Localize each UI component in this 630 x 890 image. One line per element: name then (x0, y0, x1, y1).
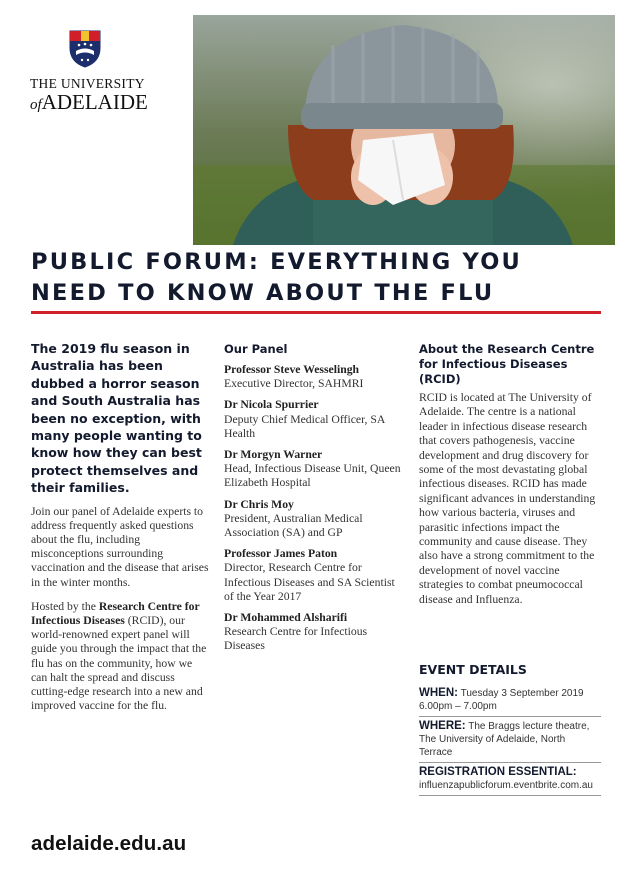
hero-photo (193, 15, 615, 245)
event-where (419, 717, 601, 763)
panelist-name: Dr Morgyn Warner (224, 448, 323, 462)
panelist (224, 498, 404, 541)
panelist-role: Deputy Chief Medical Officer, SA Health (224, 412, 385, 440)
panelist (224, 448, 404, 491)
about-column (419, 342, 604, 607)
university-name-line2 (30, 90, 148, 115)
panelist-role: Head, Infectious Disease Unit, Queen Elizabeth Hospital (224, 462, 401, 490)
intro-lead: The 2019 flu season in Australia has been dubbed a horror season and South Australia has been no exception, with many people wanting to know how they can best protect themselves and their families. (31, 341, 202, 496)
event-registration-link[interactable]: influenzapublicforum.eventbrite.com.au (419, 780, 593, 791)
event-where-venue: The Braggs lecture theatre, (468, 721, 590, 732)
university-crest-icon (68, 30, 102, 68)
panelist (224, 547, 404, 604)
panelist-role: Director, Research Centre for Infectious Diseases and SA Scientist of the Year 2017 (224, 561, 395, 603)
panelist-name: Dr Chris Moy (224, 497, 294, 511)
event-details-heading: EVENT DETAILS (419, 662, 527, 677)
panelist-name: Dr Mohammed Alsharifi (224, 611, 348, 625)
university-name-of: of (30, 97, 42, 113)
intro-paragraph-2 (31, 600, 211, 714)
event-registration-label: REGISTRATION ESSENTIAL: (419, 766, 577, 778)
footer-website-link[interactable]: adelaide.edu.au (31, 832, 187, 855)
university-name-adelaide: ADELAIDE (41, 90, 148, 114)
panelist-role: Executive Director, SAHMRI (224, 377, 364, 391)
panelist-name: Professor James Paton (224, 547, 338, 561)
about-heading: About the Research Centre for Infectious Diseases (RCID) (419, 342, 595, 386)
event-registration (419, 763, 601, 796)
woman-blowing-nose-photo (193, 15, 615, 245)
intro-paragraph-1: Join our panel of Adelaide experts to address frequently asked questions about the flu, including misconceptions surrounding vaccination and the disease that arises in the winter months. (31, 504, 209, 589)
event-where-address: The University of Adelaide, North Terrace (419, 734, 566, 758)
intro-paragraph-2-host: Research Centre for Infectious Diseases (31, 599, 200, 628)
intro-column (31, 340, 211, 724)
event-details (419, 662, 601, 796)
event-when-date: Tuesday 3 September 2019 (460, 688, 584, 699)
panelist-name: Professor Steve Wesselingh (224, 363, 360, 376)
panelist-name: Dr Nicola Spurrier (224, 398, 319, 412)
title-divider (31, 311, 601, 314)
panelist (224, 611, 404, 654)
panelist-role: President, Australian Medical Association (SA) and GP (224, 511, 363, 540)
event-when-time: 6.00pm – 7.00pm (419, 701, 497, 712)
panel-column (224, 342, 404, 661)
university-name-line1: THE UNIVERSITY (30, 76, 145, 91)
intro-paragraph-2-post: (RCID), our world-renowned expert panel will guide you through the impact that the flu has on the community, how we can halt the spread and discuss cutting-edge research into a new and improved vaccine for the flu. (31, 614, 207, 713)
panelist-role: Research Centre for Infectious Diseases (224, 625, 368, 653)
event-where-label: WHERE: (419, 720, 466, 732)
panelist (224, 363, 404, 391)
event-when (419, 684, 601, 717)
intro-paragraph-2-pre: Hosted by the (31, 599, 99, 613)
event-when-label: WHEN: (419, 687, 458, 699)
panel-heading: Our Panel (224, 342, 288, 356)
panelist (224, 398, 404, 441)
page-title: PUBLIC FORUM: EVERYTHING YOU NEED TO KNOW ABOUT THE FLU (31, 249, 522, 306)
about-text: RCID is located at The University of Adelaide. The centre is a national leader in infectious disease research that covers pathogenesis, vaccine development and drug discovery for some of the most devastating global infectious diseases. RCID has made significant advances in understanding how various bacteria, viruses and parasitic infections impact the community and cause disease. They also have a strong commitment to the development of novel vaccine strategies to combat pneumococcal disease and Influenza. (419, 391, 596, 606)
